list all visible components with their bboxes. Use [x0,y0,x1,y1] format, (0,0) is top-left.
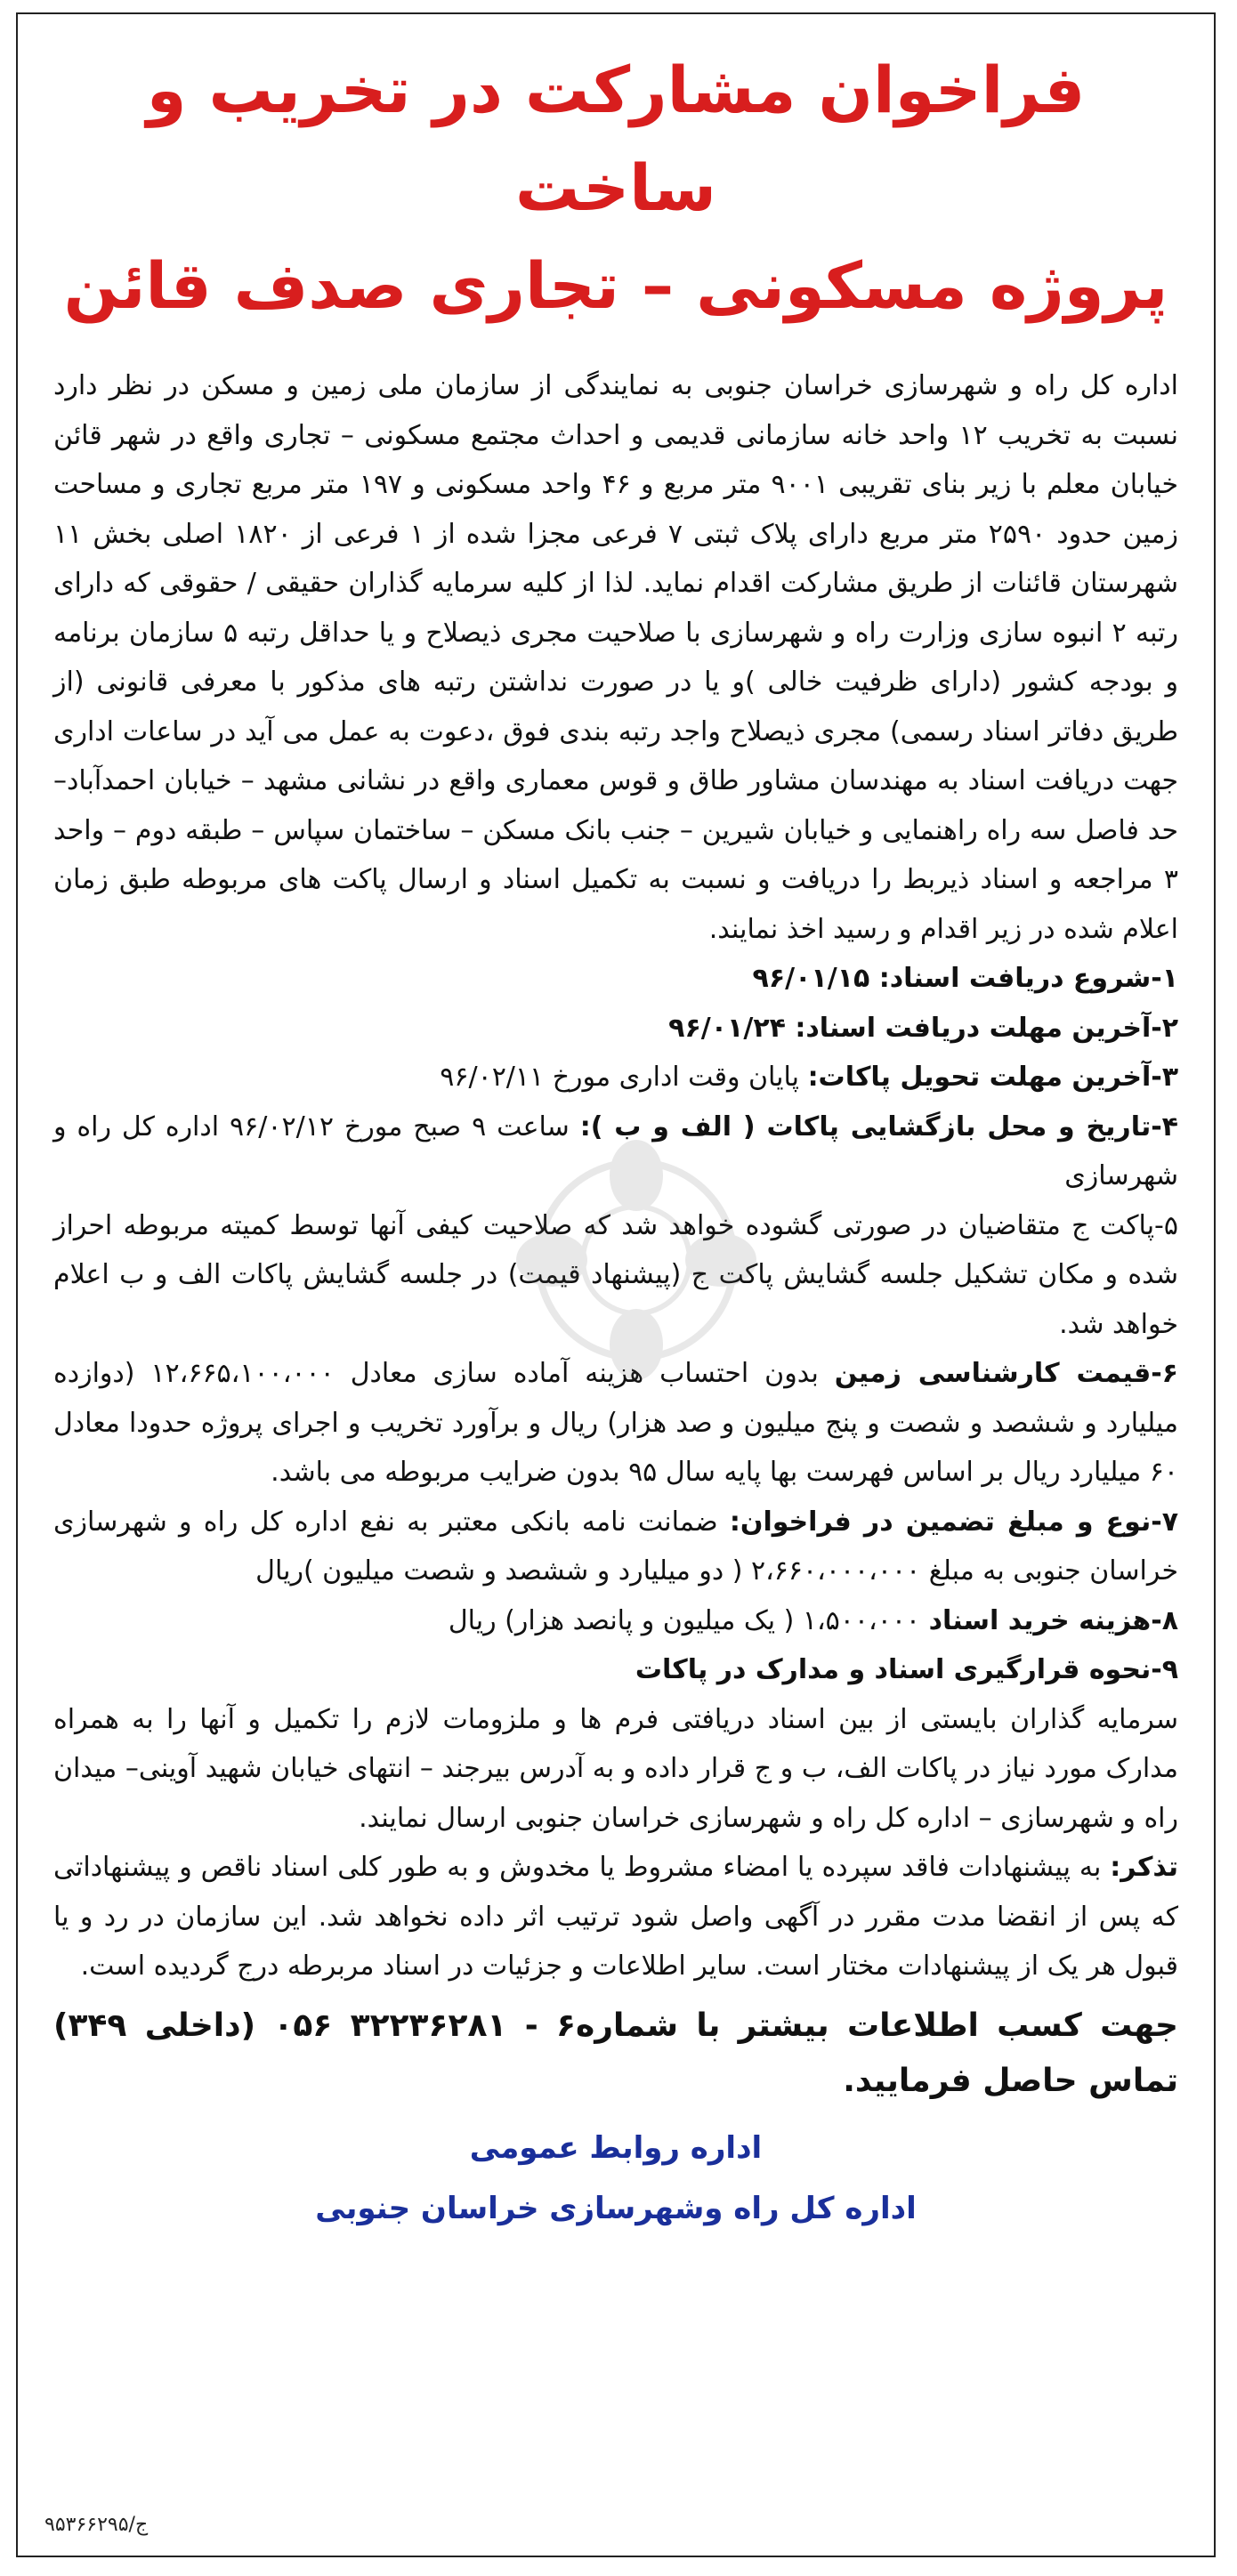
item-2-label: ۲-آخرین مهلت دریافت اسناد: ۹۶/۰۱/۲۴ [668,1012,1178,1044]
item-8 [53,1596,1178,1646]
signature-line-2: اداره کل راه وشهرسازی خراسان جنوبی [315,2190,917,2226]
title-line-1: فراخوان مشارکت در تخریب و ساخت [146,52,1086,225]
note-paragraph [53,1843,1178,1991]
item-3-label: ۳-آخرین مهلت تحویل پاکات: [807,1062,1178,1093]
item-7 [53,1498,1178,1596]
item-8-label: ۸-هزینه خرید اسناد [928,1604,1178,1636]
item-6-text: بدون احتساب هزینه آماده سازی معادل ۱۲،۶۶۵،۱۰۰،۰۰۰ (دوازده میلیارد و ششصد و شصت و پنج میلیون و صد هزار) ریال و برآورد تخریب و اجرای پروژه حدودا معادل ۶۰ میلیارد ریال بر اساس فهرست بها پایه سال ۹۵ بدون ضرایب مربوطه می باشد. [53,1358,1178,1488]
title-line-2: پروژه مسکونی – تجاری صدف قائن [63,248,1168,323]
item-4-text: ساعت ۹ صبح مورخ ۹۶/۰۲/۱۲ اداره کل راه و شهرسازی [53,1110,1178,1191]
ad-code: ج/۹۵۳۶۶۲۹۵ [44,2514,149,2536]
item-9-label: ۹-نحوه قرارگیری اسناد و مدارک در پاکات [635,1654,1178,1685]
contact-info: جهت کسب اطلاعات بیشتر با شماره۶ - ۳۲۲۳۶۲۸۱ ۰۵۶ (داخلی ۳۴۹) تماس حاصل فرمایید. [53,2007,1178,2099]
item-6-label: ۶-قیمت کارشناسی زمین [834,1358,1178,1389]
item-5-text: ۵-پاکت ج متقاضیان در صورتی گشوده خواهد شد که صلاحیت کیفی آنها توسط کمیته مربوطه احراز شده و مکان تشکیل جلسه گشایش پاکت ج (پیشنهاد قیمت) در جلسه گشایش پاکات الف و ب اعلام خواهد شد. [53,1209,1178,1340]
item-9 [53,1645,1178,1695]
item-3 [53,1053,1178,1102]
item-1 [53,954,1178,1004]
announcement-page [16,12,1216,2557]
item-7-label: ۷-نوع و مبلغ تضمین در فراخوان: [729,1506,1178,1538]
note-label: تذکر: [1110,1852,1178,1883]
item-4-label: ۴-تاریخ و محل بازگشایی پاکات ( الف و ب ): [579,1110,1178,1143]
item-2 [53,1004,1178,1054]
packets-paragraph: سرمایه گذاران بایستی از بین اسناد دریافتی فرم ها و ملزومات لازم را تکمیل و آنها را به همراه مدارک مورد نیاز در پاکات الف، ب و ج قرار داده و به آدرس بیرجند – انتهای خیابان شهید آوینی– میدان راه و شهرسازی – اداره کل راه و شهرسازی خراسان جنوبی ارسال نمایند. [53,1703,1178,1834]
signature-block [18,2118,1214,2239]
item-7-text: ضمانت نامه بانکی معتبر به نفع اداره کل راه و شهرسازی خراسان جنوبی به مبلغ ۲،۶۶۰،۰۰۰،۰۰۰ ( دو میلیارد و ششصد و شصت میلیون )ریال [53,1506,1178,1587]
announcement-title [44,41,1187,335]
signature-line-1: اداره روابط عمومی [469,2129,763,2166]
watermark-stamp-icon [445,1126,828,1393]
note-text: به پیشنهادات فاقد سپرده یا امضاء مشروط یا مخدوش و به طور کلی اسناد ناقص و پیشنهاداتی که پس از انقضا مدت مقرر در آگهی واصل شود ترتیب اثر داده نخواهد شد. این سازمان در رد و یا قبول هر یک از پیشنهادات مختار است. سایر اطلاعات و جزئیات در اسناد مربرطه درج گردیده است. [53,1852,1178,1982]
item-8-text: ۱،۵۰۰،۰۰۰ ( یک میلیون و پانصد هزار) ریال [448,1604,929,1636]
intro-paragraph: اداره کل راه و شهرسازی خراسان جنوبی به نمایندگی از سازمان ملی زمین و مسکن در نظر دارد نسبت به تخریب ۱۲ واحد خانه سازمانی قدیمی و احداث مجتمع مسکونی – تجاری واقع در شهر قائن خیابان معلم با زیر بنای تقریبی ۹۰۰۱ متر مربع و ۴۶ واحد مسکونی و ۱۹۷ متر مربع تجاری و مساحت زمین حدود ۲۵۹۰ متر مربع دارای پلاک ثبتی ۷ فرعی مجزا شده از ۱ فرعی از ۱۸۲۰ اصلی بخش ۱۱ شهرستان قائنات از طریق مشارکت اقدام نماید. لذا از کلیه سرمایه گذاران حقیقی / حقوقی که دارای رتبه ۲ انبوه سازی وزارت راه و شهرسازی با صلاحیت مجری ذیصلاح و یا حداقل رتبه ۵ سازمان برنامه و بودجه کشور (دارای ظرفیت خالی )و یا در صورت نداشتن رتبه های مذکور با معرفی قانونی (از طریق دفاتر اسناد رسمی) مجری ذیصلاح واجد رتبه بندی فوق ،دعوت به عمل می آید در ساعات اداری جهت دریافت اسناد به مهندسان مشاور طاق و قوس معماری واقع در نشانی مشهد – خیابان احمدآباد– حد فاصل سه راه راهنمایی و خیابان شیرین – جنب بانک مسکن – ساختمان سپاس – طبقه دوم – واحد ۳ مراجعه و اسناد ذیربط را دریافت و نسبت به تکمیل اسناد و ارسال پاکت های مربوطه طبق زمان اعلام شده در زیر اقدام و رسید اخذ نمایند. [53,370,1179,945]
item-1-label: ۱-شروع دریافت اسناد: ۹۶/۰۱/۱۵ [752,963,1178,994]
item-3-text: پایان وقت اداری مورخ ۹۶/۰۲/۱۱ [440,1062,808,1093]
